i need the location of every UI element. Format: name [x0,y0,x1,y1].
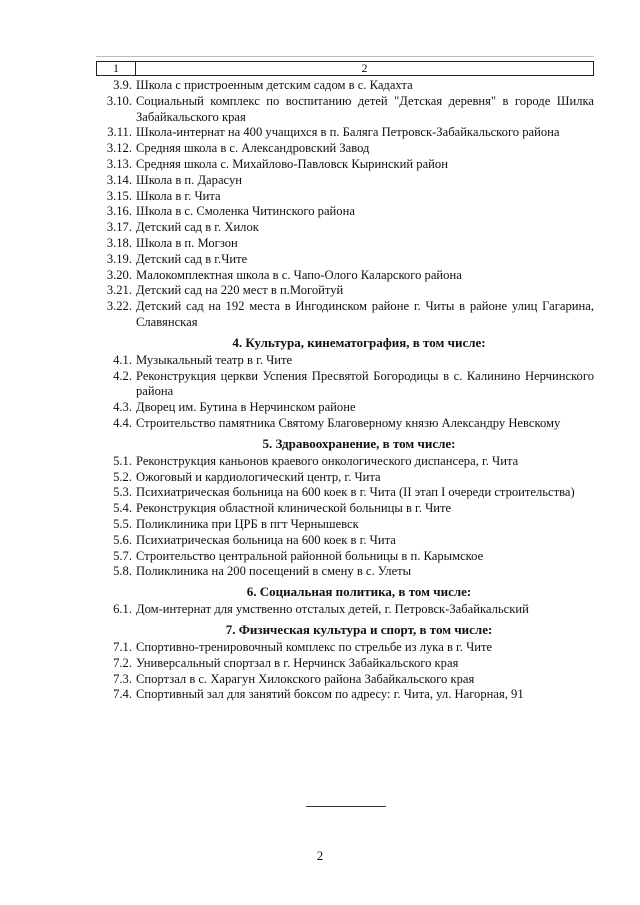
item-text: Школа с пристроенным детским садом в с. Кадахта [136,78,413,92]
column-header-1: 1 [97,62,136,76]
item-number: 5.6. [113,532,132,547]
item-text: Малокомплектная школа в с. Чапо-Ологo Каларского района [136,267,462,282]
item-number: 5.4. [113,501,132,516]
item-text: Универсальный спортзал в г. Нерчинск Забайкальского края [136,655,459,670]
item-number: 5.8. [113,564,132,579]
list-item [96,549,594,565]
item-number: 3.13. [106,156,132,171]
list-item [96,252,594,268]
item-text: Строительство памятника Святому Благоверному князю Александру Невскому [136,415,561,430]
item-number: 3.20. [106,267,132,282]
item-text: Детский сад в г.Чите [136,251,248,266]
item-number: 3.21. [106,283,132,298]
item-number: 4.4. [113,415,132,430]
item-text: Детский сад в г. Хилок [136,220,259,235]
item-text: Ожоговый и кардиологический центр, г. Чита [136,469,381,484]
item-number: 3.22. [106,299,132,314]
item-text: Школа в п. Дарасун [136,172,242,187]
item-text: Реконструкция церкви Успения Пресвятой Богородицы в с. Калинино Нерчинского района [136,368,594,399]
list-item [96,416,594,432]
list-item [96,141,594,157]
item-number: 3.11. [107,125,132,140]
item-text: Поликлиника при ЦРБ в пгт Чернышевск [136,516,359,531]
list-item [96,125,594,141]
item-text: Социальный комплекс по воспитанию детей "Детская деревня" в городе Шилка Забайкальского края [136,93,594,124]
item-text: Детский сад на 192 места в Ингодинском районе г. Читы в районе улиц Гагарина, Славянская [136,299,594,329]
list-item [96,517,594,533]
item-number: 3.19. [106,251,132,266]
item-text: Реконструкция каньонов краевого онкологического диспансера, г. Чита [136,453,519,468]
list-item [96,454,594,470]
item-number: 5.2. [113,469,132,484]
list-item [96,470,594,486]
item-list [96,78,594,703]
item-text: Школа в п. Могзон [136,235,238,250]
item-text: Реконструкция областной клинической больницы в г. Чите [136,501,452,516]
list-item [96,602,594,618]
item-number: 3.15. [106,188,132,203]
item-text: Дворец им. Бутина в Нерчинском районе [136,400,356,415]
list-item [96,656,594,672]
item-text: Психиатрическая больница на 600 коек в г. Чита [136,532,396,547]
item-number: 5.5. [113,516,132,531]
item-number: 3.10. [106,93,132,108]
item-number: 7.2. [113,655,132,670]
scan-artifact-line [96,56,594,57]
item-number: 3.12. [106,141,132,156]
list-item [96,299,594,331]
item-number: 3.14. [106,172,132,187]
list-item [96,236,594,252]
page-number: 2 [316,848,324,863]
item-number: 7.4. [113,687,132,702]
item-text: Музыкальный театр в г. Чите [136,352,293,367]
item-number: 5.1. [113,453,132,468]
section-heading: 5. Здравоохранение, в том числе: [262,435,456,451]
section-heading: 6. Социальная политика, в том числе: [246,584,472,600]
list-item [96,687,594,703]
list-item [96,369,594,401]
item-number: 6.1. [113,602,132,617]
list-item [96,400,594,416]
item-text: Спортивно-тренировочный комплекс по стрельбе из лука в г. Чите [136,639,493,654]
item-text: Спортивный зал для занятий боксом по адресу: г. Чита, ул. Нагорная, 91 [136,687,524,702]
list-item [96,353,594,369]
item-number: 4.2. [113,368,132,383]
list-item [96,220,594,236]
list-item [96,268,594,284]
item-text: Дом-интернат для умственно отсталых детей, г. Петровск-Забайкальский [136,602,529,617]
item-number: 3.9. [113,78,132,92]
item-number: 7.3. [113,671,132,686]
item-text: Строительство центральной районной больницы в п. Карымское [136,548,484,563]
item-text: Школа-интернат на 400 учащихся в п. Баляга Петровск-Забайкальского района [136,125,560,140]
item-number: 4.3. [113,400,132,415]
list-item [96,672,594,688]
list-item [96,78,594,94]
item-number: 5.3. [113,485,132,500]
column-header-table [96,61,594,76]
item-number: 3.18. [106,235,132,250]
item-text: Средняя школа в с. Александровский Завод [136,141,370,156]
column-header-2: 2 [136,62,594,76]
item-number: 5.7. [113,548,132,563]
section-heading: 7. Физическая культура и спорт, в том числе: [225,621,493,637]
list-item [96,640,594,656]
item-text: Спортзал в с. Харагун Хилокского района Забайкальского края [136,671,475,686]
list-item [96,501,594,517]
list-item [96,173,594,189]
list-item [96,204,594,220]
item-number: 3.16. [106,204,132,219]
list-item [96,189,594,205]
item-text: Детский сад на 220 мест в п.Могойтуй [136,283,344,298]
list-item [96,564,594,580]
item-number: 7.1. [113,639,132,654]
list-item [96,533,594,549]
list-item [96,94,594,126]
footer-divider [306,806,386,807]
list-item [96,283,594,299]
item-number: 4.1. [113,352,132,367]
list-item [96,485,594,501]
item-text: Психиатрическая больница на 600 коек в г. Чита (II этап I очереди строительства) [136,485,575,500]
item-number: 3.17. [106,220,132,235]
section-heading: 4. Культура, кинематография, в том числе: [232,334,486,350]
item-text: Школа в с. Смоленка Читинского района [136,204,355,219]
item-text: Поликлиника на 200 посещений в смену в с. Улеты [136,564,412,579]
item-text: Школа в г. Чита [136,188,221,203]
list-item [96,157,594,173]
item-text: Средняя школа с. Михайлово-Павловск Кыринский район [136,156,448,171]
